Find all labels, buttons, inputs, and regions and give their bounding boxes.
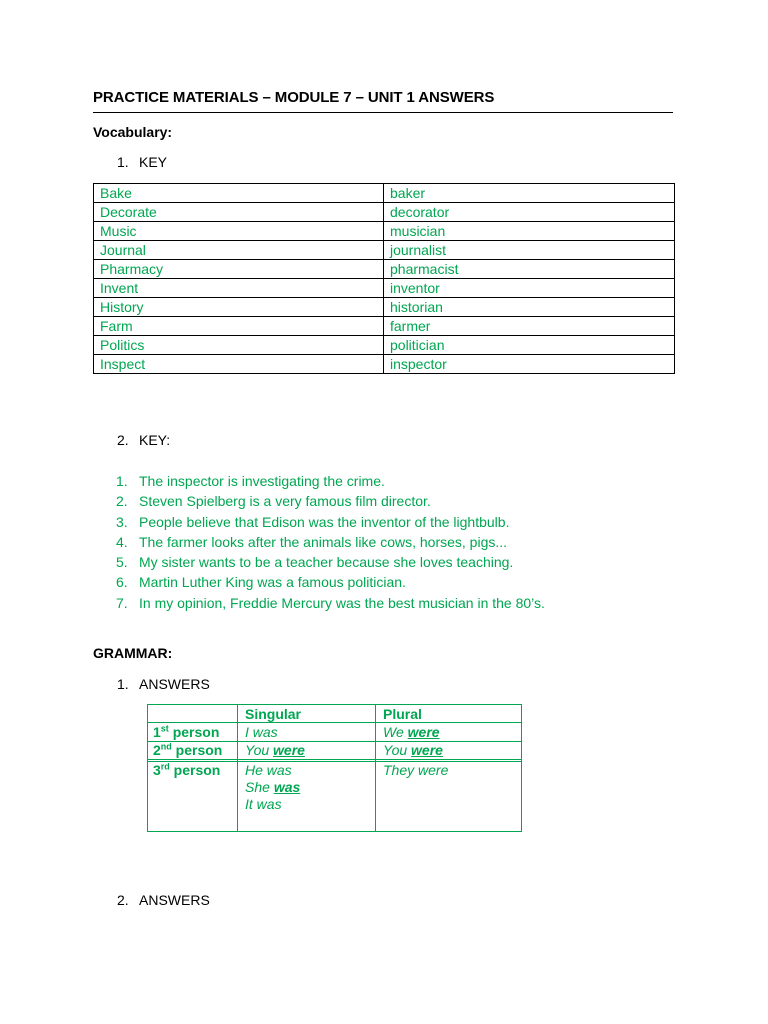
vocab-item-2-label: KEY: <box>139 432 171 448</box>
column-header-plural: Plural <box>383 706 422 722</box>
word-cell: Journal <box>94 241 384 260</box>
person-noun-cell: farmer <box>384 317 675 336</box>
word-cell: Pharmacy <box>94 260 384 279</box>
sentence-text: My sister wants to be a teacher because she loves teaching. <box>139 554 514 571</box>
person-noun-cell: decorator <box>384 203 675 222</box>
word-cell: Farm <box>94 317 384 336</box>
grammar-item-1 <box>117 676 210 692</box>
sentence-text: Martin Luther King was a famous politician. <box>139 574 406 591</box>
vocab-item-2 <box>117 432 170 448</box>
sentence-answer-list <box>116 471 545 613</box>
table-row <box>94 336 675 355</box>
person-noun-cell: inventor <box>384 279 675 298</box>
word-cell: History <box>94 298 384 317</box>
page-title: PRACTICE MATERIALS – MODULE 7 – UNIT 1 ANSWERS <box>93 89 495 106</box>
table-row <box>94 317 675 336</box>
list-item: 5. My sister wants to be a teacher because she loves teaching. <box>116 554 514 571</box>
person-label-1: 1st person <box>153 723 220 740</box>
table-row <box>94 355 675 374</box>
word-cell: Decorate <box>94 203 384 222</box>
table-row <box>94 184 675 203</box>
person-noun-cell: journalist <box>384 241 675 260</box>
list-item: 4. The farmer looks after the animals like cows, horses, pigs... <box>116 533 508 550</box>
list-item: 2. Steven Spielberg is a very famous film director. <box>116 493 431 510</box>
column-divider <box>237 705 238 831</box>
list-item: 1. The inspector is investigating the crime. <box>116 473 385 489</box>
verb-to-be-table <box>147 704 522 832</box>
list-item: 6. Martin Luther King was a famous politician. <box>116 574 406 591</box>
word-cell: Invent <box>94 279 384 298</box>
table-row <box>94 222 675 241</box>
singular-form: You were <box>245 742 305 758</box>
column-divider <box>375 705 376 831</box>
grammar-item-2 <box>117 892 210 908</box>
list-item: 3. People believe that Edison was the inventor of the lightbulb. <box>116 513 510 530</box>
singular-form: It was <box>245 796 282 812</box>
singular-form: He was <box>245 762 292 778</box>
word-cell: Inspect <box>94 355 384 374</box>
sentence-text: People believe that Edison was the inventor of the lightbulb. <box>139 513 510 530</box>
vocab-item-1-label: KEY <box>139 154 168 170</box>
singular-form: I was <box>245 724 278 740</box>
grammar-item-2-label: ANSWERS <box>139 892 210 908</box>
grammar-heading: GRAMMAR: <box>93 645 173 661</box>
person-label-3: 3rd person <box>153 761 221 778</box>
table-row <box>94 298 675 317</box>
vocab-item-1 <box>117 154 167 170</box>
table-row <box>94 203 675 222</box>
word-cell: Bake <box>94 184 384 203</box>
grammar-item-1-label: ANSWERS <box>139 676 210 692</box>
column-header-singular: Singular <box>245 706 302 722</box>
sentence-text: The inspector is investigating the crime. <box>139 473 385 489</box>
vocab-item-2-number: 2. <box>117 432 129 448</box>
person-noun-cell: musician <box>384 222 675 241</box>
table-row <box>94 279 675 298</box>
word-cell: Politics <box>94 336 384 355</box>
word-cell: Music <box>94 222 384 241</box>
vocabulary-heading: Vocabulary: <box>93 124 173 140</box>
vocab-item-1-number: 1. <box>117 154 129 170</box>
title-underline <box>93 112 673 113</box>
vocabulary-table <box>93 183 675 374</box>
sentence-text: Steven Spielberg is a very famous film director. <box>139 493 431 510</box>
plural-form: They were <box>383 762 449 778</box>
plural-form: We were <box>383 724 440 740</box>
row-divider <box>148 722 521 723</box>
row-divider <box>148 759 521 760</box>
sentence-text: In my opinion, Freddie Mercury was the best musician in the 80’s. <box>139 594 545 611</box>
list-item: 7. In my opinion, Freddie Mercury was the best musician in the 80’s. <box>116 594 545 611</box>
person-noun-cell: pharmacist <box>384 260 675 279</box>
singular-form: She was <box>245 779 301 795</box>
person-noun-cell: inspector <box>384 355 675 374</box>
grammar-item-1-number: 1. <box>117 676 129 692</box>
sentence-text: The farmer looks after the animals like cows, horses, pigs... <box>139 533 508 550</box>
grammar-item-2-number: 2. <box>117 892 129 908</box>
person-noun-cell: baker <box>384 184 675 203</box>
person-label-2: 2nd person <box>153 741 223 758</box>
table-row <box>94 241 675 260</box>
plural-form: You were <box>383 742 443 758</box>
person-noun-cell: historian <box>384 298 675 317</box>
person-noun-cell: politician <box>384 336 675 355</box>
table-row <box>94 260 675 279</box>
